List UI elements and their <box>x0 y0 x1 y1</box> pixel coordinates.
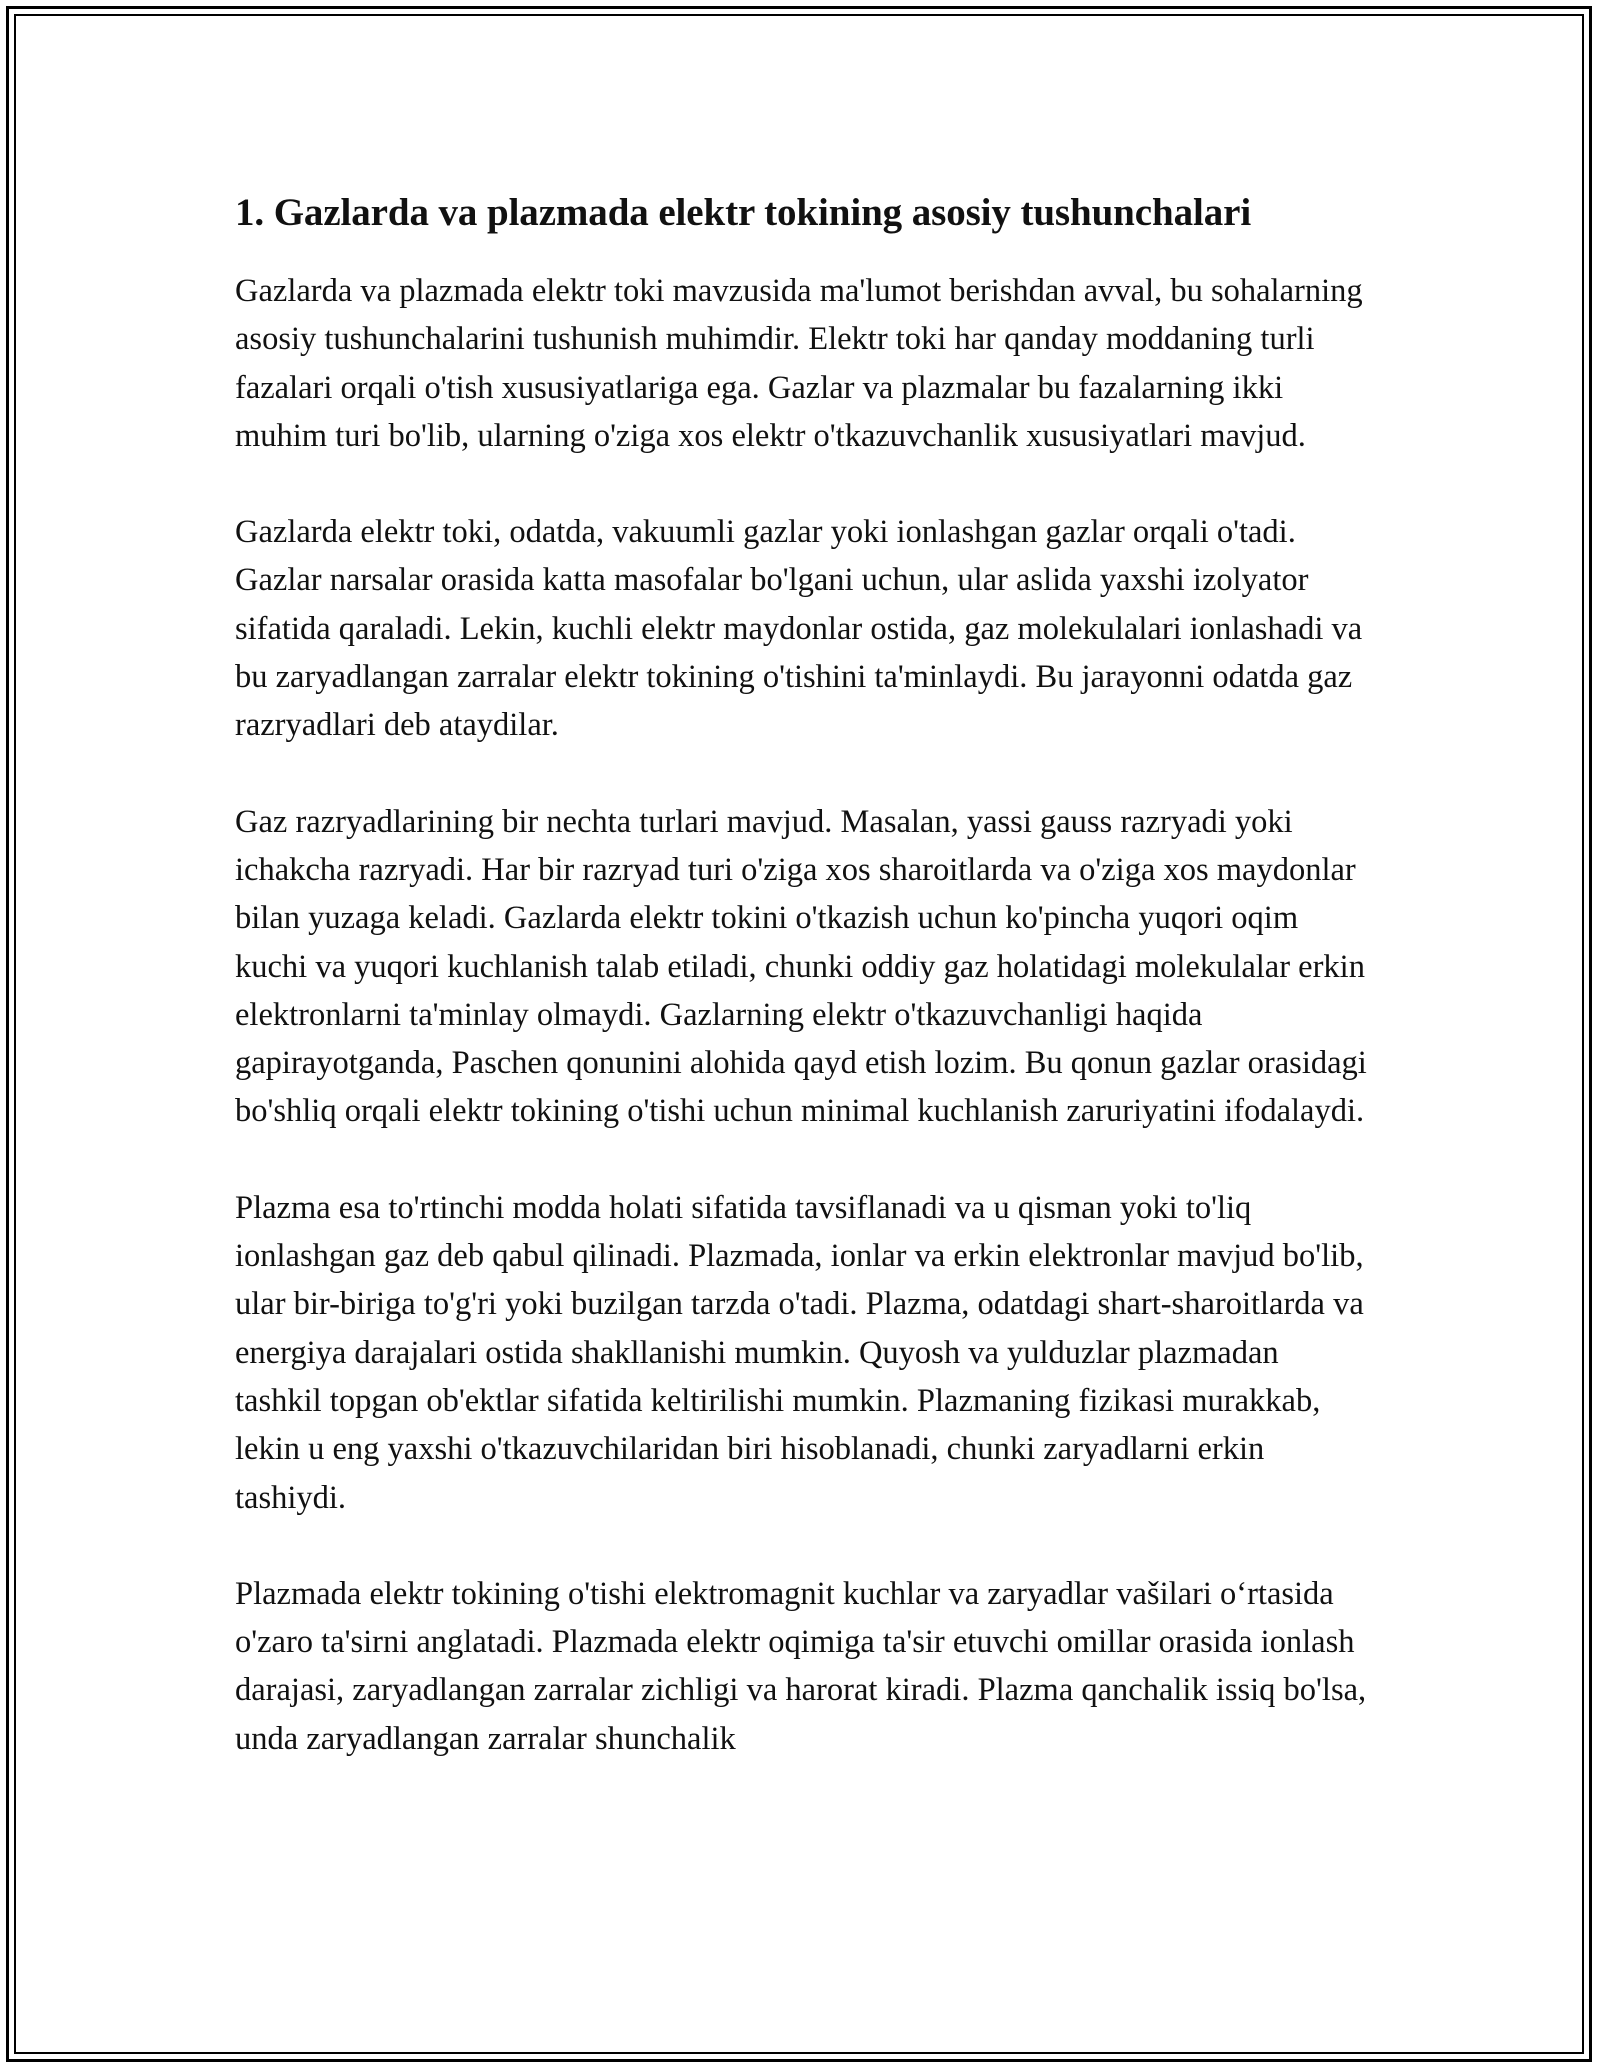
paragraph-2: Gazlarda elektr toki, odatda, vakuumli gazlar yoki ionlashgan gazlar orqali o'tadi. Gazlar narsalar orasida katta masofalar bo'lgani uchun, ular aslida yaxshi izolyator sifatida qaraladi. Lekin, kuchli elektr maydonlar ostida, gaz molekulalari ionlashadi va bu zaryadlangan zarralar elektr tokining o'tishini ta'minlaydi. Bu jarayonni odatda gaz razryadlari deb ataydilar. <box>235 514 1363 744</box>
paragraph-5: Plazmada elektr tokining o'tishi elektromagnit kuchlar va zaryadlar vašilari oʻrtasida o'zaro ta'sirni anglatadi. Plazmada elektr oqimiga ta'sir etuvchi omillar orasida ionlash darajasi, zaryadlangan zarralar zichligi va harorat kiradi. Plazma qanchalik issiq bo'lsa, unda zaryadlangan zarralar shunchalik <box>235 1575 1367 1757</box>
paragraph-1: Gazlarda va plazmada elektr toki mavzusida ma'lumot berishdan avval, bu sohalarning asosiy tushunchalarini tushunish muhimdir. Elektr toki har qanday moddaning turli fazalari orqali o'tish xususiyatlariga ega. Gazlar va plazmalar bu fazalarning ikki muhim turi bo'lib, ularning o'ziga xos elektr o'tkazuvchanlik xususiyatlari mavjud. <box>235 273 1363 454</box>
paragraph-3: Gaz razryadlarining bir nechta turlari mavjud. Masalan, yassi gauss razryadi yoki ichakcha razryadi. Har bir razryad turi o'ziga xos sharoitlarda va o'ziga xos maydonlar bilan yuzaga keladi. Gazlarda elektr tokini o'tkazish uchun ko'pincha yuqori oqim kuchi va yuqori kuchlanish talab etiladi, chunki oddiy gaz holatidagi molekulalar erkin elektronlarni ta'minlay olmaydi. Gazlarning elektr o'tkazuvchanligi haqida gapirayotganda, Paschen qonunini alohida qayd etish lozim. Bu qonun gazlar orasidagi bo'shliq orqali elektr tokining o'tishi uchun minimal kuchlanish zaruriyatini ifodalaydi. <box>235 803 1367 1130</box>
paragraph-4: Plazma esa to'rtinchi modda holati sifatida tavsiflanadi va u qisman yoki to'liq ionlashgan gaz deb qabul qilinadi. Plazmada, ionlar va erkin elektronlar mavjud bo'lib, ular bir-biriga to'g'ri yoki buzilgan tarzda o'tadi. Plazma, odatdagi shart-sharoitlarda va energiya darajalari ostida shakllanishi mumkin. Quyosh va yulduzlar plazmadan tashkil topgan ob'ektlar sifatida keltirilishi mumkin. Plazmaning fizikasi murakkab, lekin u eng yaxshi o'tkazuvchilaridan biri hisoblanadi, chunki zaryadlarni erkin tashiydi. <box>235 1189 1364 1516</box>
section-heading: 1. Gazlarda va plazmada elektr tokining asosiy tushunchalari <box>235 191 1252 234</box>
document-body <box>235 185 1370 1811</box>
